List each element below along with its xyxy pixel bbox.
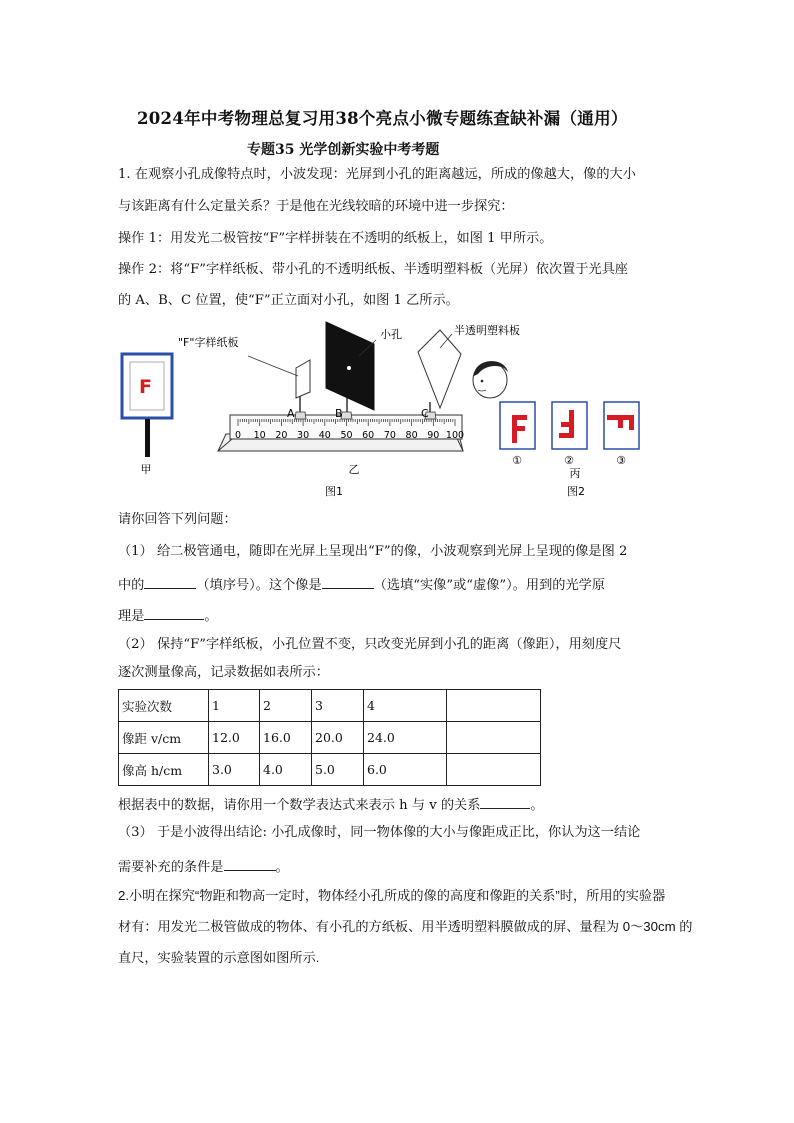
table-cell: 12.0	[209, 722, 260, 754]
q1-operation1: 操作 1：用发光二极管按“F”字样拼装在不透明的纸板上，如图 1 甲所示。	[118, 231, 553, 246]
table-cell: 5.0	[312, 754, 364, 786]
table-cell: 16.0	[260, 722, 312, 754]
q1-line2: 与该距离有什么定量关系？于是他在光线较暗的环境中进一步探究：	[118, 199, 514, 214]
answer-blank-principle[interactable]	[144, 607, 204, 620]
label-f-board: "F"字样纸板	[178, 336, 239, 349]
ruler-tick-label: 50	[340, 430, 353, 441]
table-cell: 实验次数	[119, 690, 209, 722]
table-row	[119, 690, 541, 722]
table-cell: 3.0	[209, 754, 260, 786]
table-cell: 1	[209, 690, 260, 722]
ruler-tick-label: 60	[362, 430, 375, 441]
option-2-label: ②	[564, 454, 574, 467]
option-3-label: ③	[616, 454, 626, 467]
answer-blank-condition[interactable]	[224, 858, 276, 871]
table-cell: 4	[364, 690, 447, 722]
pinhole-board	[326, 322, 374, 410]
q1-line1: 1. 在观察小孔成像特点时，小波发现：光屏到小孔的距离越远，所成的像越大，像的大小	[118, 167, 636, 182]
answer-blank-relation[interactable]	[480, 796, 530, 809]
label-fig2: 图2	[567, 485, 585, 498]
ruler-tick-label: 90	[427, 430, 440, 441]
label-bing: 丙	[569, 467, 581, 480]
table-cell: 像距 v/cm	[119, 722, 209, 754]
panel-bing	[500, 402, 639, 498]
ruler-tick-label: 80	[405, 430, 418, 441]
option-1-label: ①	[512, 454, 522, 467]
pinhole-icon	[347, 366, 351, 370]
pos-b: B	[335, 407, 343, 420]
option-2-card	[552, 402, 587, 467]
q1-operation2-line1: 操作 2：将“F”字样纸板、带小孔的不透明纸板、半透明塑料板（光屏）依次置于光具座	[118, 262, 628, 277]
table-cell	[447, 690, 541, 722]
table-cell: 4.0	[260, 754, 312, 786]
q1-sub1-line1: （1） 给二极管通电，随即在光屏上呈现出“F”的像，小波观察到光屏上呈现的像是图 2	[118, 544, 628, 559]
q2-line2: 材有：用发光二极管做成的物体、有小孔的方纸板、用半透明塑料膜做成的屏、量程为 0～30cm 的	[118, 919, 693, 934]
table-cell: 6.0	[364, 754, 447, 786]
table-row	[119, 754, 541, 786]
q1-operation2-line2: 的 A、B、C 位置，使“F”正立面对小孔，如图 1 乙所示。	[118, 293, 459, 308]
ruler-tick-label: 70	[383, 430, 396, 441]
ruler-tick-label: 20	[275, 430, 288, 441]
q1-prompt: 请你回答下列问题：	[118, 512, 237, 527]
q1-sub2-after: 根据表中的数据，请你用一个数学表达式来表示 h 与 v 的关系 。	[118, 798, 544, 813]
ruler-tick-label: 0	[234, 430, 242, 441]
answer-blank-image-type[interactable]	[322, 576, 374, 589]
q1-sub2-line2: 逐次测量像高，记录数据如表所示：	[118, 665, 329, 680]
table-cell	[447, 754, 541, 786]
label-fig1: 图1	[325, 485, 343, 498]
panel-yi	[178, 322, 520, 498]
f-board-on-bench	[296, 360, 310, 398]
translucent-screen	[418, 330, 461, 408]
ruler-tick-label: 10	[253, 430, 266, 441]
q1-sub1-line3: 理是 。	[118, 609, 218, 624]
label-screen: 半透明塑料板	[454, 324, 520, 337]
pos-c: C	[421, 407, 429, 420]
f-letter-icon: F	[139, 376, 152, 398]
table-row	[119, 722, 541, 754]
option-3-card	[604, 402, 639, 467]
q1-sub1-line2: 中的 （填序号）。这个像是 （选填“实像”或“虚像”）。用到的光学原	[118, 578, 606, 593]
q2-line1: 2.小明在探究“物距和物高一定时，物体经小孔所成的像的高度和像距的关系”时，所用的实验器	[118, 888, 666, 903]
table-cell	[447, 722, 541, 754]
label-yi: 乙	[348, 463, 360, 476]
section-subtitle: 专题35 光学创新实验中考考题	[247, 142, 440, 158]
document-title: 2024年中考物理总复习用38个亮点小微专题练查缺补漏（通用）	[137, 109, 628, 128]
table-cell: 20.0	[312, 722, 364, 754]
experiment-figure	[118, 318, 678, 503]
ruler-tick-label: 40	[318, 430, 331, 441]
pos-a: A	[287, 407, 295, 420]
q1-sub2-line1: （2） 保持“F”字样纸板，小孔位置不变，只改变光屏到小孔的距离（像距），用刻度尺	[118, 637, 622, 652]
ruler-tick-label: 100	[445, 430, 465, 441]
table-cell: 24.0	[364, 722, 447, 754]
panel-jia	[122, 354, 172, 476]
ruler-tick-label: 30	[297, 430, 310, 441]
board-stand	[145, 419, 150, 457]
q2-line3: 直尺，实验装置的示意图如图所示.	[118, 950, 320, 965]
data-table	[118, 689, 541, 786]
table-cell: 像高 h/cm	[119, 754, 209, 786]
q1-sub3-line2: 需要补充的条件是 。	[118, 860, 289, 875]
answer-blank-option[interactable]	[144, 576, 196, 589]
option-1-card	[500, 402, 535, 467]
observer-head-icon	[473, 361, 508, 398]
table-cell: 3	[312, 690, 364, 722]
label-pinhole: 小孔	[380, 328, 402, 341]
table-cell: 2	[260, 690, 312, 722]
label-jia: 甲	[140, 463, 152, 476]
q1-sub3-line1: （3） 于是小波得出结论: 小孔成像时，同一物体像的大小与像距成正比，你认为这一结论	[118, 825, 641, 840]
